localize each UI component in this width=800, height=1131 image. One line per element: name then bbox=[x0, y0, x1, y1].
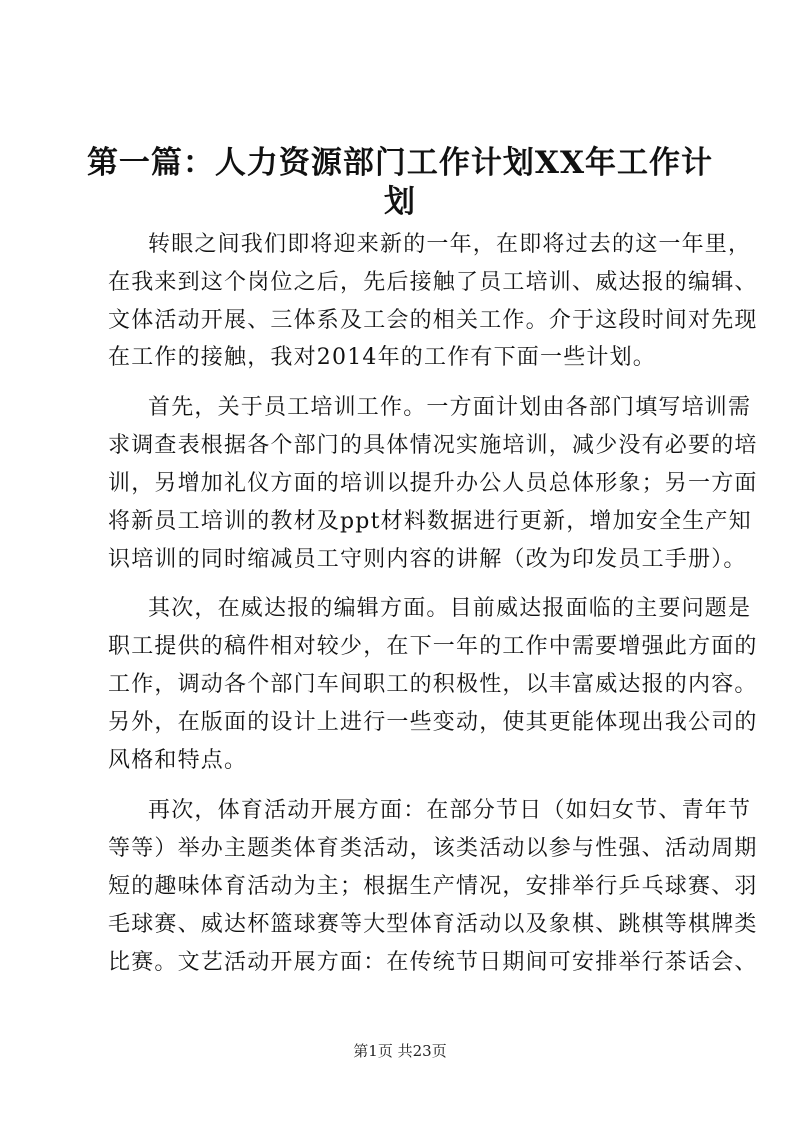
paragraph-2-line-3: 训，另增加礼仪方面的培训以提升办公人员总体形象；另一方面 bbox=[108, 471, 758, 496]
paragraph-2-line-1: 首先，关于员工培训工作。一方面计划由各部门填写培训需 bbox=[148, 395, 752, 420]
paragraph-1-line-3: 文体活动开展、三体系及工会的相关工作。介于这段时间对先现 bbox=[108, 308, 758, 333]
paragraph-4-line-5: 比赛。文艺活动开展方面：在传统节日期间可安排举行茶话会、 bbox=[108, 950, 758, 975]
paragraph-2-line-5: 识培训的同时缩减员工守则内容的讲解（改为印发员工手册）。 bbox=[108, 547, 747, 572]
document-title-line-1: 第一篇：人力资源部门工作计划XX年工作计 bbox=[86, 145, 714, 181]
paragraph-4-line-2: 等等）举办主题类体育类活动，该类活动以参与性强、活动周期 bbox=[108, 836, 758, 861]
paragraph-3-line-4: 另外，在版面的设计上进行一些变动，使其更能体现出我公司的 bbox=[108, 710, 758, 735]
page-footer: 第1页 共23页 bbox=[353, 1042, 447, 1060]
paragraph-1-line-4: 在工作的接触，我对2014年的工作有下面一些计划。 bbox=[108, 345, 656, 370]
paragraph-2-line-2: 求调查表根据各个部门的具体情况实施培训，减少没有必要的培 bbox=[108, 433, 758, 458]
paragraph-2-line-4: 将新员工培训的教材及ppt材料数据进行更新，增加安全生产知 bbox=[108, 509, 752, 534]
paragraph-1-line-1: 转眼之间我们即将迎来新的一年，在即将过去的这一年里， bbox=[148, 232, 752, 257]
paragraph-3-line-2: 职工提供的稿件相对较少，在下一年的工作中需要增强此方面的 bbox=[108, 634, 758, 659]
paragraph-4-line-3: 短的趣味体育活动为主；根据生产情况，安排举行乒乓球赛、羽 bbox=[108, 874, 758, 899]
paragraph-4-line-1: 再次，体育活动开展方面：在部分节日（如妇女节、青年节 bbox=[148, 798, 752, 823]
document-title-line-2: 划 bbox=[384, 184, 416, 220]
paragraph-3-line-5: 风格和特点。 bbox=[108, 748, 248, 773]
paragraph-1-line-2: 在我来到这个岗位之后，先后接触了员工培训、威达报的编辑、 bbox=[108, 270, 758, 295]
paragraph-3-line-3: 工作，调动各个部门车间职工的积极性，以丰富威达报的内容。 bbox=[108, 672, 758, 697]
paragraph-3-line-1: 其次，在威达报的编辑方面。目前威达报面临的主要问题是 bbox=[148, 596, 752, 621]
paragraph-4-line-4: 毛球赛、威达杯篮球赛等大型体育活动以及象棋、跳棋等棋牌类 bbox=[108, 912, 758, 937]
